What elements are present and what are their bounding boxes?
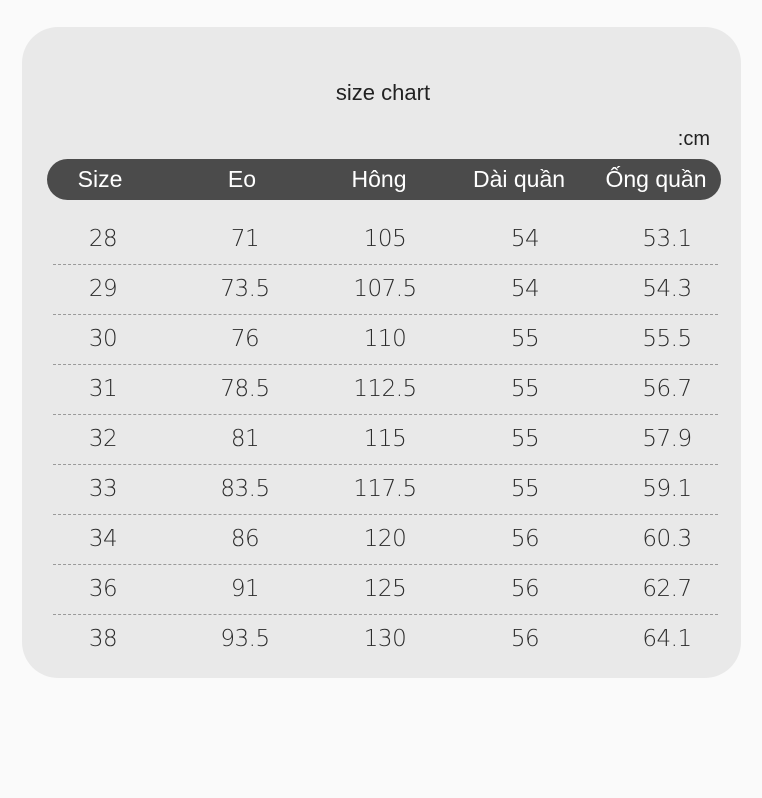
unit-label: :cm — [677, 128, 710, 150]
table-cell: 62.7 — [642, 576, 692, 602]
table-cell: 81 — [230, 426, 260, 452]
table-row — [53, 214, 718, 265]
table-cell: 55 — [510, 476, 540, 502]
table-cell: 55 — [510, 326, 540, 352]
table-cell: 125 — [363, 576, 407, 602]
table-row — [53, 364, 718, 415]
table-cell: 32 — [88, 426, 118, 452]
table-header — [47, 159, 721, 200]
table-row — [53, 414, 718, 465]
table-row — [53, 464, 718, 515]
table-cell: 31 — [88, 376, 118, 402]
table-cell: 86 — [230, 526, 260, 552]
table-cell: 55 — [510, 376, 540, 402]
table-cell: 53.1 — [642, 226, 692, 252]
table-cell: 56 — [510, 626, 540, 652]
table-cell: 54 — [510, 276, 540, 302]
table-cell: 54.3 — [642, 276, 692, 302]
chart-title: size chart — [335, 80, 431, 105]
table-cell: 115 — [363, 426, 407, 452]
table-cell: 105 — [363, 226, 407, 252]
table-cell: 71 — [230, 226, 260, 252]
table-cell: 78.5 — [220, 376, 270, 402]
table-cell: 56.7 — [642, 376, 692, 402]
table-cell: 107.5 — [353, 276, 417, 302]
table-cell: 36 — [88, 576, 118, 602]
table-cell: 57.9 — [642, 426, 692, 452]
table-cell: 110 — [363, 326, 407, 352]
table-cell: 33 — [88, 476, 118, 502]
table-row — [53, 564, 718, 615]
table-cell: 56 — [510, 526, 540, 552]
header-ong-quan: Ống quần — [605, 166, 707, 192]
table-cell: 34 — [88, 526, 118, 552]
table-cell: 73.5 — [220, 276, 270, 302]
header-size: Size — [77, 166, 123, 192]
table-cell: 54 — [510, 226, 540, 252]
table-cell: 59.1 — [642, 476, 692, 502]
header-hong: Hông — [351, 166, 407, 192]
table-cell: 117.5 — [353, 476, 417, 502]
table-cell: 91 — [230, 576, 260, 602]
table-cell: 55.5 — [642, 326, 692, 352]
table-cell: 30 — [88, 326, 118, 352]
table-cell: 112.5 — [353, 376, 417, 402]
table-cell: 93.5 — [220, 626, 270, 652]
table-cell: 130 — [363, 626, 407, 652]
table-row — [53, 514, 718, 565]
table-cell: 28 — [88, 226, 118, 252]
table-cell: 76 — [230, 326, 260, 352]
table-cell: 60.3 — [642, 526, 692, 552]
table-row — [53, 614, 718, 664]
table-row — [53, 264, 718, 315]
table-cell: 29 — [88, 276, 118, 302]
table-cell: 56 — [510, 576, 540, 602]
table-row — [53, 314, 718, 365]
table-cell: 120 — [363, 526, 407, 552]
table-cell: 83.5 — [220, 476, 270, 502]
table-cell: 55 — [510, 426, 540, 452]
table-cell: 38 — [88, 626, 118, 652]
header-eo: Eo — [227, 166, 257, 192]
table-cell: 64.1 — [642, 626, 692, 652]
header-dai-quan: Dài quần — [472, 166, 566, 192]
